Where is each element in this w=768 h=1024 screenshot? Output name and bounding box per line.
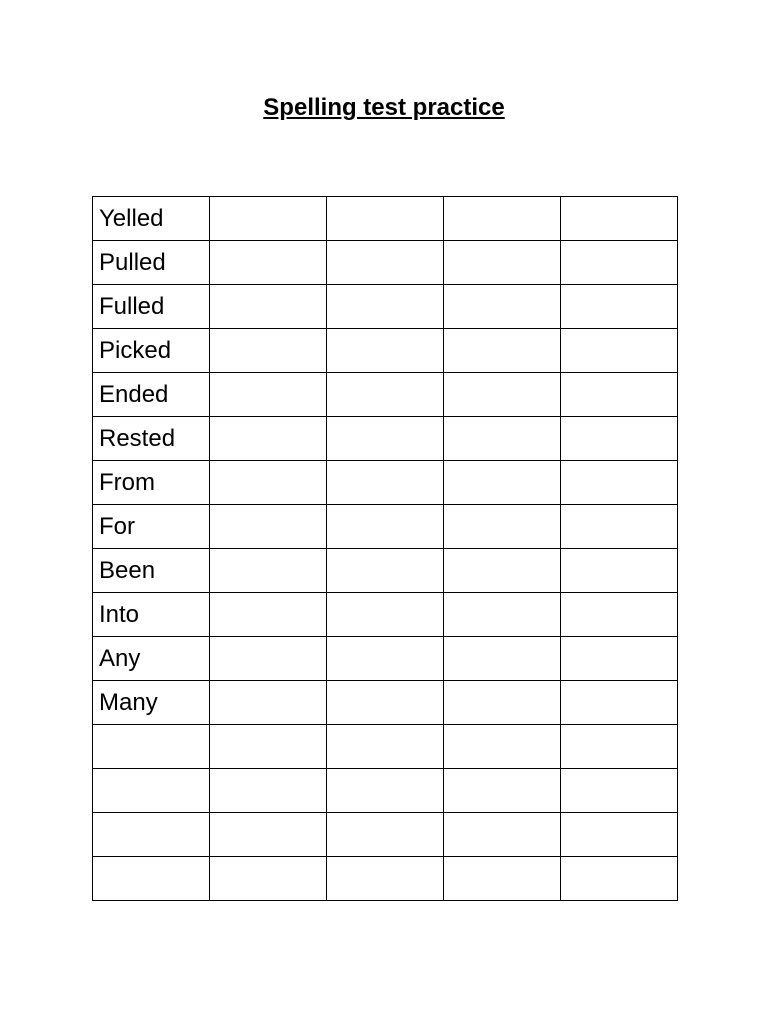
practice-cell [561, 725, 678, 769]
table-row [93, 197, 678, 241]
practice-cell [210, 241, 327, 285]
practice-cell [210, 725, 327, 769]
table-row [93, 813, 678, 857]
table-row [93, 857, 678, 901]
practice-cell [327, 681, 444, 725]
practice-cell [561, 593, 678, 637]
practice-cell [561, 857, 678, 901]
practice-cell [327, 593, 444, 637]
practice-cell [327, 417, 444, 461]
practice-cell [210, 637, 327, 681]
word-cell: Ended [93, 373, 210, 417]
practice-cell [210, 417, 327, 461]
practice-cell [444, 769, 561, 813]
practice-cell [327, 857, 444, 901]
word-cell: Fulled [93, 285, 210, 329]
practice-cell [327, 329, 444, 373]
practice-cell [210, 197, 327, 241]
table-row [93, 461, 678, 505]
practice-cell [444, 285, 561, 329]
word-cell: Picked [93, 329, 210, 373]
practice-cell [327, 637, 444, 681]
table-row [93, 769, 678, 813]
table-row [93, 241, 678, 285]
practice-cell [561, 681, 678, 725]
table-row [93, 681, 678, 725]
practice-cell [327, 813, 444, 857]
practice-cell [561, 769, 678, 813]
practice-cell [444, 857, 561, 901]
word-cell: Yelled [93, 197, 210, 241]
spelling-practice-table [92, 196, 678, 901]
practice-cell [444, 417, 561, 461]
word-cell: From [93, 461, 210, 505]
table-row [93, 593, 678, 637]
table-row [93, 505, 678, 549]
word-cell: For [93, 505, 210, 549]
practice-cell [444, 461, 561, 505]
practice-cell [561, 373, 678, 417]
table-row [93, 373, 678, 417]
practice-cell [210, 813, 327, 857]
table-row [93, 329, 678, 373]
practice-cell [327, 725, 444, 769]
practice-cell [327, 769, 444, 813]
practice-cell [327, 285, 444, 329]
practice-cell [210, 681, 327, 725]
table-body [93, 197, 678, 901]
practice-cell [561, 549, 678, 593]
practice-cell [444, 505, 561, 549]
practice-cell [210, 593, 327, 637]
practice-cell [561, 461, 678, 505]
practice-cell [210, 857, 327, 901]
practice-cell [444, 681, 561, 725]
practice-cell [444, 593, 561, 637]
page-title: Spelling test practice [263, 94, 505, 121]
table-row [93, 549, 678, 593]
practice-cell [561, 197, 678, 241]
practice-cell [444, 549, 561, 593]
practice-cell [444, 725, 561, 769]
practice-cell [561, 417, 678, 461]
word-cell [93, 769, 210, 813]
practice-cell [561, 813, 678, 857]
word-cell: Into [93, 593, 210, 637]
word-cell [93, 813, 210, 857]
word-cell: Many [93, 681, 210, 725]
practice-cell [327, 373, 444, 417]
table-row [93, 725, 678, 769]
practice-cell [444, 373, 561, 417]
practice-cell [327, 505, 444, 549]
practice-cell [444, 813, 561, 857]
practice-cell [210, 769, 327, 813]
practice-cell [444, 329, 561, 373]
practice-cell [327, 461, 444, 505]
practice-cell [210, 505, 327, 549]
practice-cell [561, 285, 678, 329]
practice-cell [327, 549, 444, 593]
practice-cell [444, 241, 561, 285]
practice-cell [210, 285, 327, 329]
practice-cell [444, 197, 561, 241]
table-row [93, 285, 678, 329]
table-row [93, 637, 678, 681]
practice-cell [210, 373, 327, 417]
table-row [93, 417, 678, 461]
practice-cell [327, 241, 444, 285]
practice-cell [327, 197, 444, 241]
practice-cell [210, 329, 327, 373]
practice-cell [210, 461, 327, 505]
practice-cell [561, 637, 678, 681]
practice-cell [561, 329, 678, 373]
word-cell: Rested [93, 417, 210, 461]
practice-cell [210, 549, 327, 593]
word-cell: Any [93, 637, 210, 681]
practice-cell [444, 637, 561, 681]
practice-cell [561, 505, 678, 549]
word-cell: Pulled [93, 241, 210, 285]
word-cell [93, 857, 210, 901]
word-cell: Been [93, 549, 210, 593]
word-cell [93, 725, 210, 769]
practice-cell [561, 241, 678, 285]
